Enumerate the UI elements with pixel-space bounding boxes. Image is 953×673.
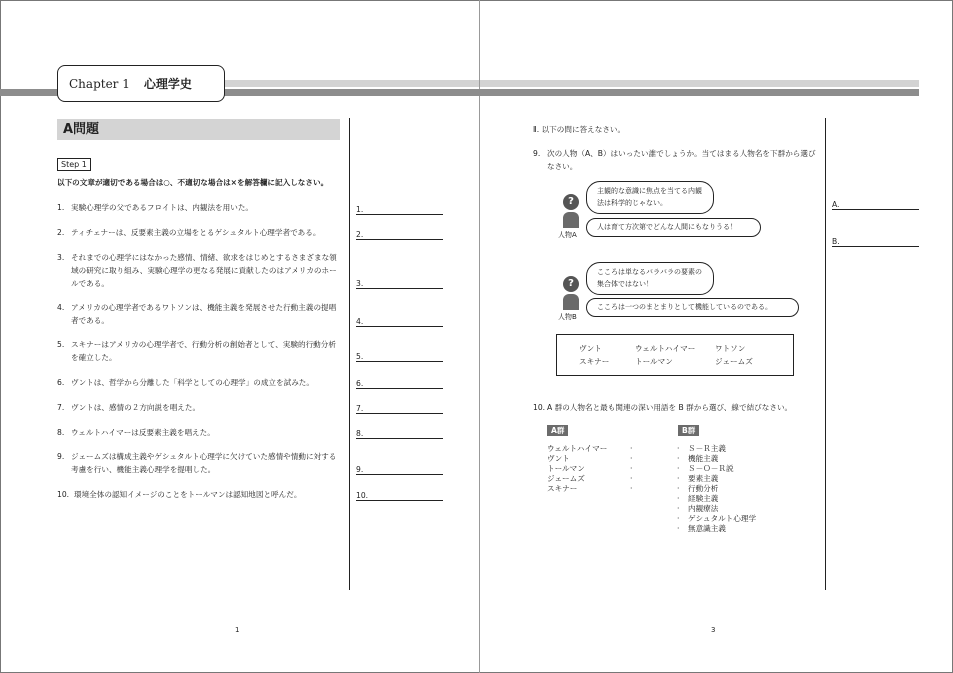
question-text: 次の人物（A、B）はいったい誰でしょうか。当てはまる人物名を下群から選びなさい。 [547, 149, 816, 171]
group-b-label: B群 [678, 425, 699, 436]
question-number: 3. [57, 253, 65, 262]
question-text: ヴントは、感情の２方向説を唱えた。 [71, 403, 201, 412]
name-choice: スキナー [579, 357, 610, 366]
question-1 [57, 201, 342, 214]
question-text: ヴントは、哲学から分離した「科学としての心理学」の成立を試みた。 [71, 378, 314, 387]
connect-dot[interactable]: · [677, 474, 680, 483]
answer-blank-b[interactable]: B. [832, 235, 919, 247]
connect-dot[interactable]: · [630, 474, 633, 483]
answer-blank-3[interactable]: 3. [356, 277, 443, 289]
person-silhouette [563, 294, 579, 310]
answer-blank-2[interactable]: 2. [356, 228, 443, 240]
chapter-title: 心理学史 [143, 77, 192, 91]
page-number-right: 3 [711, 626, 716, 634]
connect-dot[interactable]: · [630, 484, 633, 493]
question-text: A 群の人物名と最も関連の深い用語を B 群から選び、線で結びなさい。 [547, 403, 793, 412]
question-number: 2. [57, 228, 65, 237]
question-10-prompt [533, 401, 823, 414]
chapter-header [57, 65, 225, 102]
chapter-label: Chapter 1 [69, 76, 130, 91]
connect-dot[interactable]: · [630, 444, 633, 453]
question-text: ティチェナーは、反要素主義の立場をとるゲシュタルト心理学者である。 [71, 228, 321, 237]
question-number: 6. [57, 378, 65, 387]
group-b-item: Ｓ－Ｏ－Ｒ説 [688, 464, 734, 473]
question-text: アメリカの心理学者であるワトソンは、機能主義を発展させた行動主義の提唱者である。 [71, 303, 337, 325]
group-b-item: 無意識主義 [688, 524, 726, 533]
question-text: ウェルトハイマーは反要素主義を唱えた。 [71, 428, 215, 437]
question-number: 9. [57, 452, 65, 461]
question-mark-icon: ? [563, 194, 579, 210]
group-b-item: 経験主義 [688, 494, 719, 503]
connect-dot[interactable]: · [630, 454, 633, 463]
question-text: 実験心理学の父であるフロイトは、内観法を用いた。 [71, 203, 254, 212]
question-3 [57, 251, 342, 290]
step-label: Step 1 [57, 158, 91, 171]
group-b-item: ゲシュタルト心理学 [688, 514, 757, 523]
question-text: それまでの心理学にはなかった感情、情緒、欲求をはじめとするさまざまな領域の研究に取り組み、実験心理学の更なる発展に貢献したのはアメリカのホールである。 [71, 253, 337, 288]
group-b-item: 行動分析 [688, 484, 719, 493]
question-10 [57, 488, 342, 501]
answer-blank-1[interactable]: 1. [356, 203, 443, 215]
answer-column-divider-right [825, 118, 826, 590]
connect-dot[interactable]: · [630, 464, 633, 473]
section-2-heading: Ⅱ. 以下の問に答えなさい。 [533, 125, 626, 134]
speech-bubble-a1: 主観的な意識に焦点を当てる内観法は科学的じゃない。 [586, 181, 714, 214]
connect-dot[interactable]: · [677, 454, 680, 463]
question-text: ジェームズは構成主義やゲシュタルト心理学に欠けていた感情や情動に対する考慮を行い、機能主義心理学を提唱した。 [71, 452, 337, 474]
question-number: 10. [533, 403, 546, 412]
header-band-light-right [480, 80, 919, 87]
connect-dot[interactable]: · [677, 514, 680, 523]
answer-blank-4[interactable]: 4. [356, 315, 443, 327]
header-band-light [225, 80, 479, 87]
page-number-left: 1 [235, 626, 240, 634]
question-number: 4. [57, 303, 65, 312]
question-4 [57, 301, 342, 327]
person-b-label: 人物B [558, 313, 577, 321]
answer-blank-9[interactable]: 9. [356, 463, 443, 475]
group-a-label: A群 [547, 425, 568, 436]
speech-bubble-b1: こころは単なるバラバラの要素の集合体ではない！ [586, 262, 714, 295]
question-number: 1. [57, 203, 65, 212]
question-9 [57, 450, 342, 476]
connect-dot[interactable]: · [677, 484, 680, 493]
name-choice: トールマン [635, 357, 673, 366]
connect-dot[interactable]: · [677, 464, 680, 473]
answer-blank-8[interactable]: 8. [356, 427, 443, 439]
speech-bubble-b2: こころは一つのまとまりとして機能しているのである。 [586, 298, 799, 317]
answer-blank-7[interactable]: 7. [356, 402, 443, 414]
group-b-item: 要素主義 [688, 474, 719, 483]
group-a-item: スキナー [547, 484, 578, 493]
person-a-label: 人物A [558, 231, 577, 239]
question-mark-icon: ? [563, 276, 579, 292]
question-8 [57, 426, 342, 439]
book-spine [479, 0, 480, 673]
connect-dot[interactable]: · [677, 524, 680, 533]
connect-dot[interactable]: · [677, 494, 680, 503]
speech-bubble-a2: 人は育て方次第でどんな人間にもなりうる！ [586, 218, 761, 237]
section-heading: A問題 [57, 119, 340, 140]
question-text: 環境全体の認知イメージのことをトールマンは認知地図と呼んだ。 [74, 490, 302, 499]
group-a-item: ジェームズ [547, 474, 585, 483]
question-5 [57, 338, 342, 364]
answer-blank-6[interactable]: 6. [356, 377, 443, 389]
question-number: 8. [57, 428, 65, 437]
group-b-item: 内観療法 [688, 504, 719, 513]
question-number: 5. [57, 340, 65, 349]
question-number: 7. [57, 403, 65, 412]
connect-dot[interactable]: · [677, 504, 680, 513]
question-9-prompt [533, 147, 823, 173]
answer-blank-10[interactable]: 10. [356, 489, 443, 501]
name-choice: ワトソン [715, 344, 746, 353]
connect-dot[interactable]: · [677, 444, 680, 453]
question-text: スキナーはアメリカの心理学者で、行動分析の創始者として、実験的行動分析を確立した。 [71, 340, 336, 362]
person-silhouette [563, 212, 579, 228]
name-choice: ヴント [579, 344, 602, 353]
question-7 [57, 401, 342, 414]
group-b-item: Ｓ－Ｒ主義 [688, 444, 726, 453]
group-a-item: トールマン [547, 464, 585, 473]
group-a-item: ヴント [547, 454, 570, 463]
question-number: 10. [57, 490, 70, 499]
group-a-item: ウェルトハイマー [547, 444, 608, 453]
question-number: 9. [533, 149, 541, 158]
name-choice: ウェルトハイマー [635, 344, 696, 353]
question-2 [57, 226, 342, 239]
group-b-item: 機能主義 [688, 454, 719, 463]
question-6 [57, 376, 342, 389]
name-choice: ジェームズ [715, 357, 753, 366]
answer-blank-5[interactable]: 5. [356, 350, 443, 362]
answer-blank-a[interactable]: A. [832, 198, 919, 210]
instruction-text: 以下の文章が適切である場合は○、不適切な場合は×を解答欄に記入しなさい。 [57, 178, 329, 187]
answer-column-divider [349, 118, 350, 590]
name-choices-box [556, 334, 794, 376]
